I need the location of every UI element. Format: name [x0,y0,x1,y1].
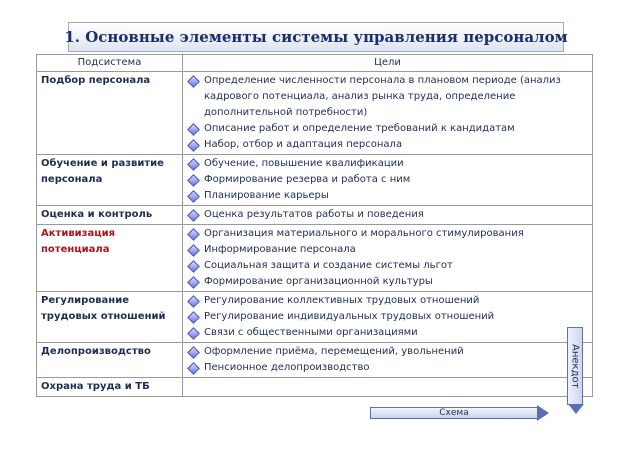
goal-text: Формирование организационной культуры [204,276,433,287]
goals-cell [183,343,593,378]
subsystem-cell: Оценка и контроль [37,206,183,225]
goals-cell [183,72,593,155]
goal-item [187,325,588,341]
diamond-bullet-icon [187,327,200,340]
subsystem-cell: Обучение и развитие персонала [37,155,183,206]
diamond-bullet-icon [187,228,200,241]
goal-text: Описание работ и определение требований к кандидатам [204,123,515,134]
arrow-right-icon [537,405,549,421]
goal-item [187,188,588,204]
goal-item [187,156,588,172]
diamond-bullet-icon [187,190,200,203]
goals-cell [183,225,593,292]
goal-text: Определение численности персонала в плановом периоде (анализ кадрового потенциала, анализ рынка труда, определение дополнительной потребности) [204,75,561,118]
slide-title-box [64,22,568,52]
goal-text: Обучение, повышение квалификации [204,158,404,169]
anecdote-button[interactable] [567,327,583,405]
goal-item [187,258,588,274]
header-subsystem: Подсистема [37,55,183,72]
goal-item [187,226,588,242]
diamond-bullet-icon [187,209,200,222]
goals-cell [183,292,593,343]
diamond-bullet-icon [187,260,200,273]
subsystems-table [36,54,593,397]
subsystem-cell: Активизация потенциала [37,225,183,292]
goals-cell [183,206,593,225]
subsystem-cell: Охрана труда и ТБ [37,378,183,397]
diamond-bullet-icon [187,123,200,136]
goal-text: Регулирование коллективных трудовых отношений [204,295,480,306]
header-goals: Цели [183,55,593,72]
goals-cell [183,378,593,397]
goal-text: Планирование карьеры [204,190,329,201]
subsystem-cell: Регулирование трудовых отношений [37,292,183,343]
slide-title: 1. Основные элементы системы управления персоналом [64,28,568,46]
table-row [37,292,593,343]
goal-item [187,344,588,360]
diamond-bullet-icon [187,158,200,171]
diamond-bullet-icon [187,276,200,289]
table-row [37,155,593,206]
scheme-arrow-bar [370,407,538,419]
scheme-button[interactable] [370,405,560,421]
table-row [37,72,593,155]
diamond-bullet-icon [187,75,200,88]
diamond-bullet-icon [187,346,200,359]
goal-text: Оформление приёма, перемещений, увольнений [204,346,464,357]
table-row [37,378,593,397]
diamond-bullet-icon [187,311,200,324]
subsystem-cell: Подбор персонала [37,72,183,155]
goal-item [187,207,588,223]
goal-item [187,121,588,137]
goal-text: Связи с общественными организациями [204,327,418,338]
arrow-down-icon [568,404,584,414]
table-header-row [37,55,593,72]
goal-text: Информирование персонала [204,244,356,255]
table-row [37,343,593,378]
anecdote-label: Анекдот [569,343,581,389]
diamond-bullet-icon [187,295,200,308]
goal-text: Регулирование индивидуальных трудовых отношений [204,311,495,322]
goal-item [187,274,588,290]
goal-item [187,309,588,325]
table-body [37,72,593,397]
goals-cell [183,155,593,206]
goal-item [187,242,588,258]
goal-item [187,137,588,153]
diamond-bullet-icon [187,174,200,187]
table-row [37,225,593,292]
goal-text: Формирование резерва и работа с ним [204,174,411,185]
goal-text: Социальная защита и создание системы льгот [204,260,453,271]
diamond-bullet-icon [187,362,200,375]
goal-item [187,172,588,188]
goal-item [187,293,588,309]
scheme-label: Схема [439,408,469,418]
goal-text: Оценка результатов работы и поведения [204,209,424,220]
goal-text: Организация материального и морального стимулирования [204,228,524,239]
goal-text: Набор, отбор и адаптация персонала [204,139,403,150]
goal-item [187,73,588,121]
diamond-bullet-icon [187,139,200,152]
table-row [37,206,593,225]
subsystem-cell: Делопроизводство [37,343,183,378]
diamond-bullet-icon [187,244,200,257]
goal-item [187,360,588,376]
goal-text: Пенсионное делопроизводство [204,362,370,373]
